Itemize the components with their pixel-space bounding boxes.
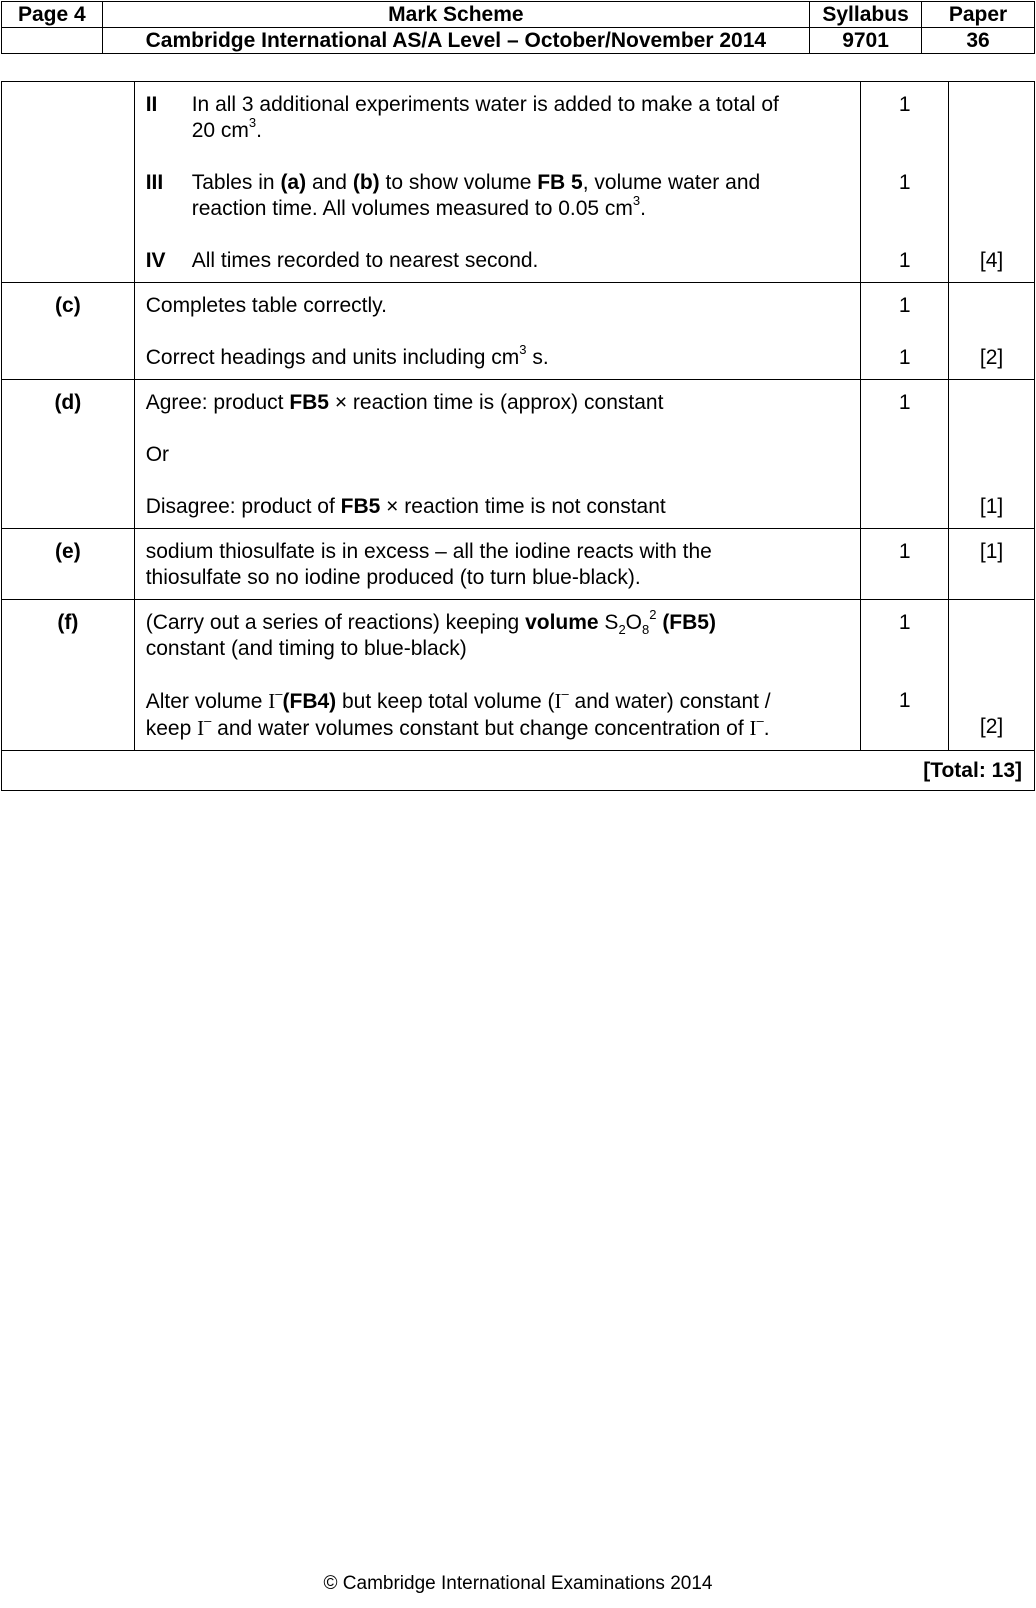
mark: 1 [898, 391, 911, 414]
part-total: [4] [979, 249, 1004, 272]
point-number: III [145, 171, 164, 194]
marks-cell [861, 600, 949, 751]
point-number: II [145, 93, 158, 116]
point-number: IV [145, 249, 166, 272]
part-total: [2] [979, 346, 1004, 369]
answer-text: Completes table correctly. [145, 294, 387, 317]
total-cell [949, 600, 1035, 751]
answer-text: In all 3 additional experiments water is added to make a total of [191, 93, 779, 116]
row-c [2, 283, 1035, 380]
part-total: [1] [979, 495, 1004, 518]
point-III: III Tables in (a) and (b) to show volume FB 5, volume water and reaction time. All volumes measured to 0.05 $cm^3$. [145, 171, 761, 220]
answer-cell: Agree: product FB5 × reaction time is (approx) constant Or Disagree: product of FB5 × reaction time is not constant [134, 380, 861, 529]
question-label: (f) [2, 600, 135, 751]
marks-cell [861, 283, 949, 380]
qualification-title: Cambridge International AS/A Level – October/November 2014 [102, 28, 809, 54]
copyright-footer: © Cambridge International Examinations 2014 [323, 1573, 713, 1594]
total-cell [949, 283, 1035, 380]
question-label: (d) [2, 380, 135, 529]
row-f [2, 600, 1035, 751]
mark: 1 [898, 346, 911, 369]
mark-scheme-table [1, 81, 1035, 791]
document-title: Mark Scheme [102, 2, 809, 28]
part-total: [2] [979, 715, 1004, 738]
question-label-cell [2, 82, 135, 283]
row-e [2, 529, 1035, 600]
paper-number: 36 [922, 28, 1035, 54]
row-d [2, 380, 1035, 529]
answer-text: reaction time. All volumes measured to 0.05 cm [191, 197, 633, 220]
page-number: Page 4 [2, 2, 103, 28]
answer-text: 20 cm [191, 119, 249, 142]
paper-label: Paper [922, 2, 1035, 28]
total-cell [949, 380, 1035, 529]
question-label: (c) [2, 283, 135, 380]
marks-cell [861, 380, 949, 529]
total-cell [949, 82, 1035, 283]
mark: 1 [898, 294, 911, 317]
answer-cell: (Carry out a series of reactions) keeping volume $S_2O_8^2$ (FB5) constant (and timing to blue-black) Alter volume I–(FB4) but keep total volume (I– and water) constant / keep I– and water volumes constant but change concentration of I–. [134, 600, 861, 751]
syllabus-label: Syllabus [810, 2, 922, 28]
point-IV [146, 248, 851, 274]
question-total: [Total: 13] [2, 751, 1035, 791]
answer-cell [134, 82, 861, 283]
mark: 1 [898, 171, 911, 194]
syllabus-code: 9701 [810, 28, 922, 54]
mark: 1 [898, 249, 911, 272]
answer-cell: Completes table correctly. Correct headings and units including $cm^3$ s. [134, 283, 861, 380]
answer-text: constant (and timing to blue-black) [145, 637, 467, 660]
header-blank-cell [2, 28, 103, 54]
row-b-continued [2, 82, 1035, 283]
part-total: [1] [949, 529, 1035, 600]
mark: 1 [898, 611, 911, 634]
answer-text: Or [145, 443, 170, 466]
answer-text: sodium thiosulfate is in excess – all the iodine reacts with the [145, 540, 712, 563]
answer-text: All times recorded to nearest second. [191, 249, 539, 272]
mark: 1 [898, 689, 911, 712]
header-table [1, 1, 1035, 54]
answer-text: Correct headings and units including cm [145, 346, 520, 369]
answer-cell [134, 529, 861, 600]
mark: 1 [898, 93, 911, 116]
question-label: (e) [2, 529, 135, 600]
marks-cell [861, 82, 949, 283]
total-row [2, 751, 1035, 791]
answer-text: thiosulfate so no iodine produced (to turn blue-black). [145, 566, 641, 589]
mark: 1 [861, 529, 949, 600]
point-II: II In all 3 additional experiments water is added to make a total of 20 $cm^3$. [145, 93, 779, 142]
